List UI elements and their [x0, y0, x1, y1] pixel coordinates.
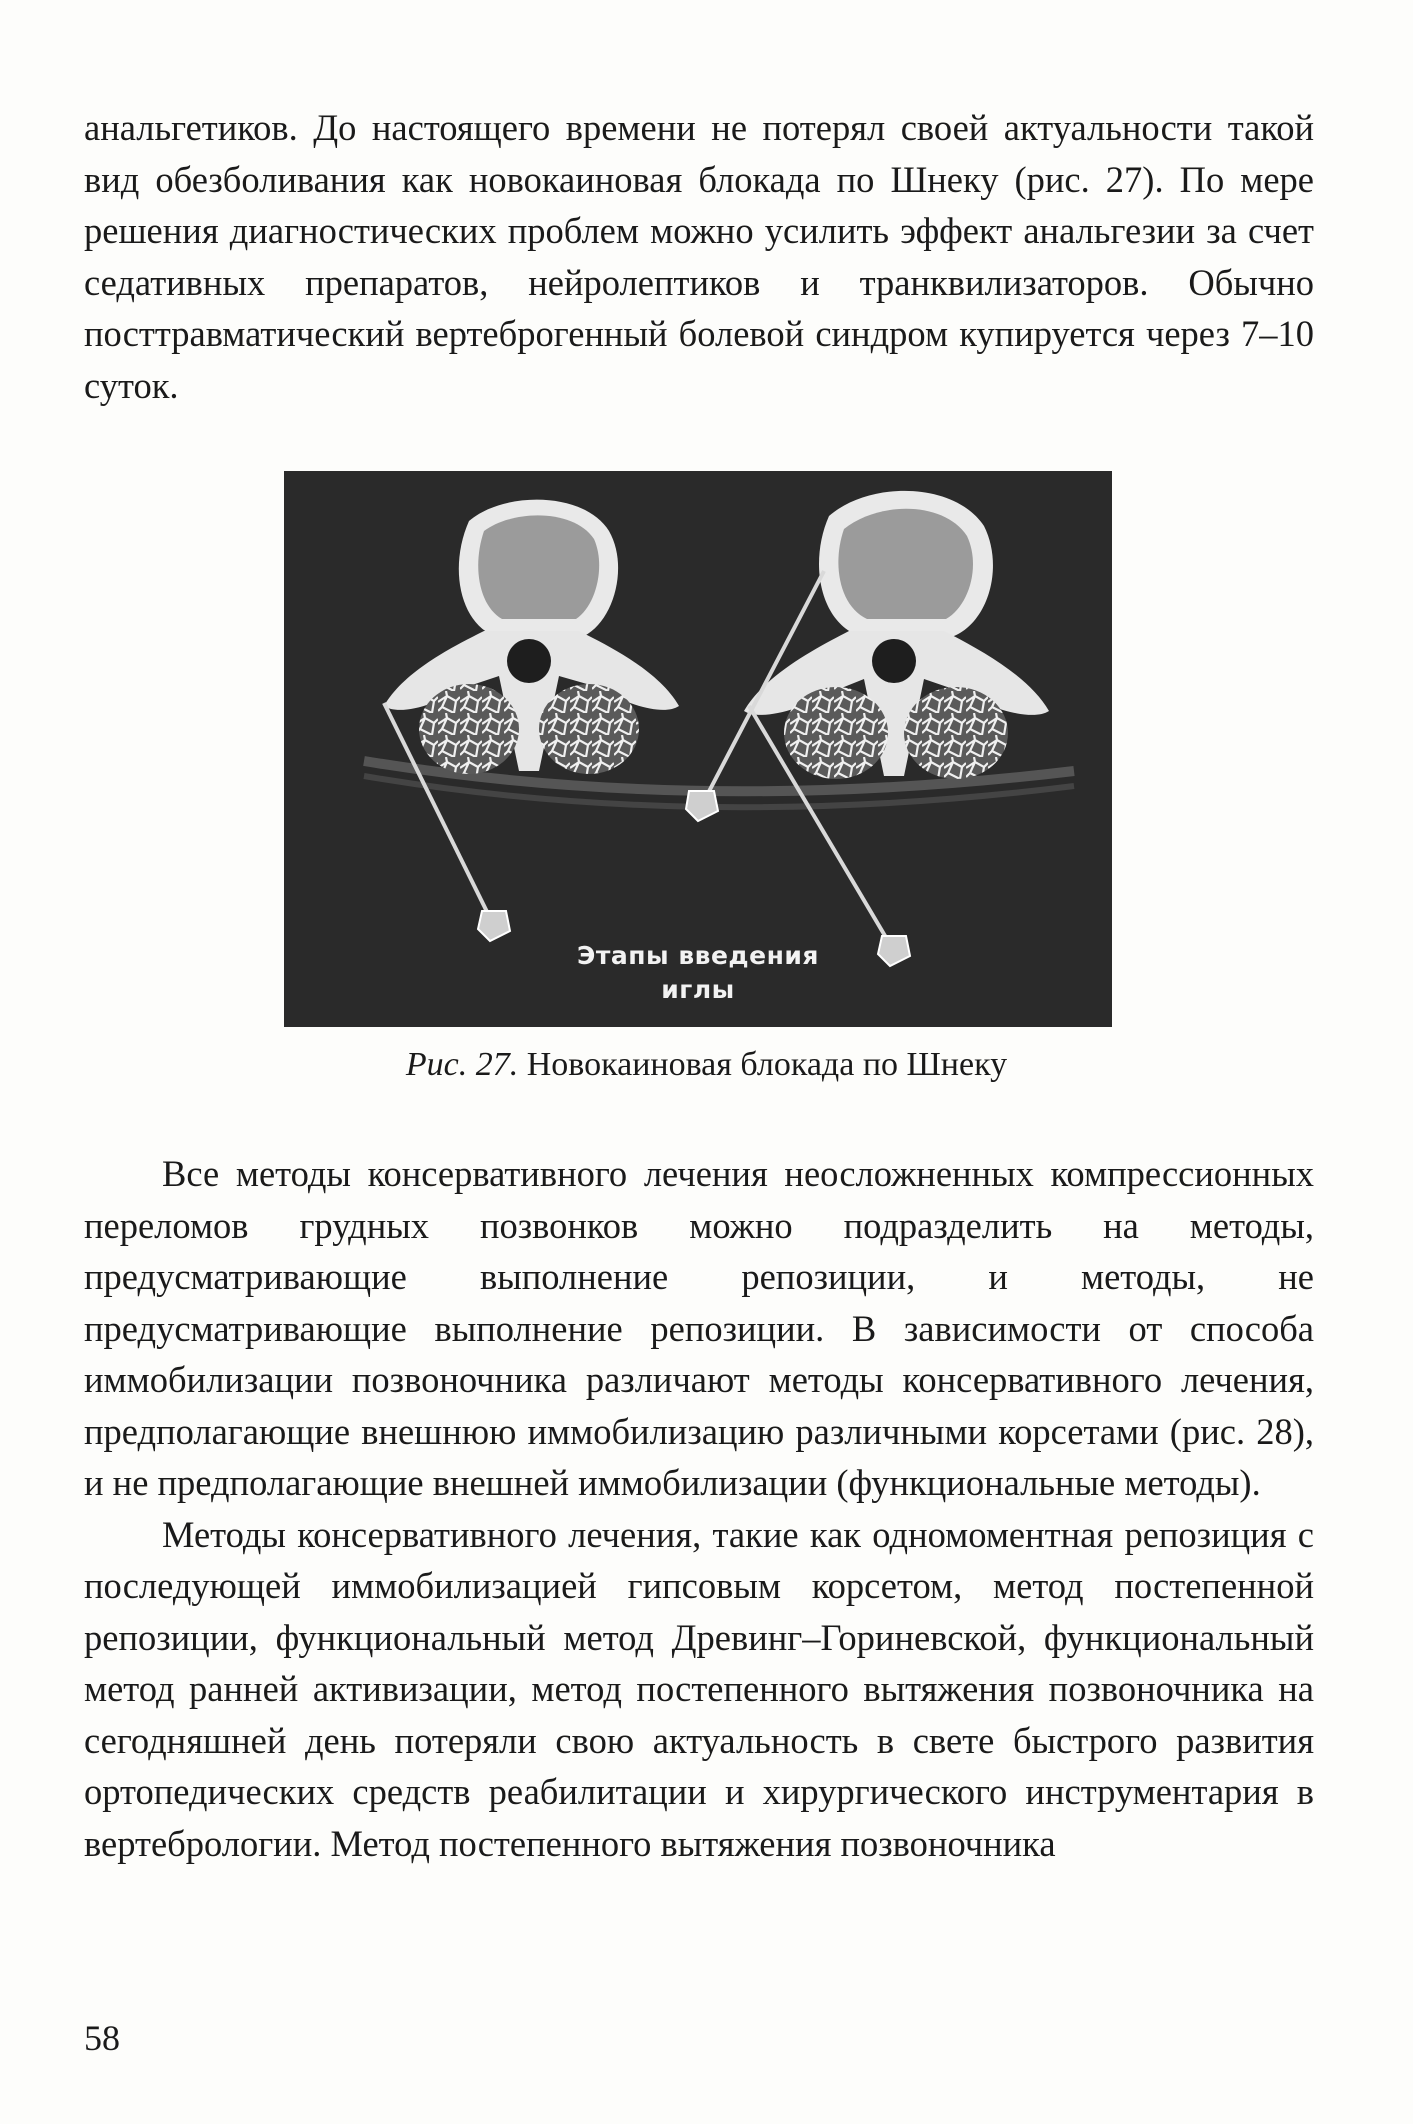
body-text-top — [84, 102, 1314, 411]
paragraph-methods-classification: Все методы консервативного лечения неосложненных компрессионных переломов грудных позвонков можно подразделить на методы, предусматривающие выполнение репозиции, и методы, не предусматривающие выполнение репозиции. В зависимости от способа иммобилизации позвоночника различают методы консервативного лечения, предполагающие внешнюю иммобилизацию различными корсетами (рис. 28), и не предполагающие внешней иммобилизации (функциональные методы). — [84, 1153, 1314, 1503]
caption-number: Рис. 27. — [405, 1046, 519, 1083]
body-text-bottom — [84, 1148, 1314, 1869]
left-vertebra — [384, 500, 679, 941]
figure-27-image — [284, 471, 1112, 1027]
right-vertebra — [686, 491, 1049, 966]
figure-caption — [0, 1043, 1413, 1087]
page-number: 58 — [84, 2018, 120, 2058]
caption-text: Новокаиновая блокада по Шнеку — [518, 1046, 1008, 1083]
paragraph-continuation: анальгетиков. До настоящего времени не потерял своей актуальности такой вид обезболивания как новокаиновая блокада по Шнеку (рис. 27). По мере решения диагностических проблем можно усилить эффект анальгезии за счет седативных препаратов, нейролептиков и транквилизаторов. Обычно посттравматический вертеброгенный болевой синдром купируется через 7–10 суток. — [84, 107, 1314, 406]
figure-label-line-2: иглы — [661, 975, 735, 1004]
figure-label-line-1: Этапы введения — [577, 941, 819, 970]
paragraph-methods-relevance: Методы консервативного лечения, такие как одномоментная репозиция с последующей иммобилизацией гипсовым корсетом, метод постепенной репозиции, функциональный метод Древинг–Гориневской, функциональный метод ранней активизации, метод постепенного вытяжения позвоночника на сегодняшней день потеряли свою актуальность в свете быстрого развития ортопедических средств реабилитации и хирургического инструментария в вертебрологии. Метод постепенного вытяжения позвоночника — [84, 1513, 1314, 1864]
figure-label — [284, 939, 1112, 1007]
